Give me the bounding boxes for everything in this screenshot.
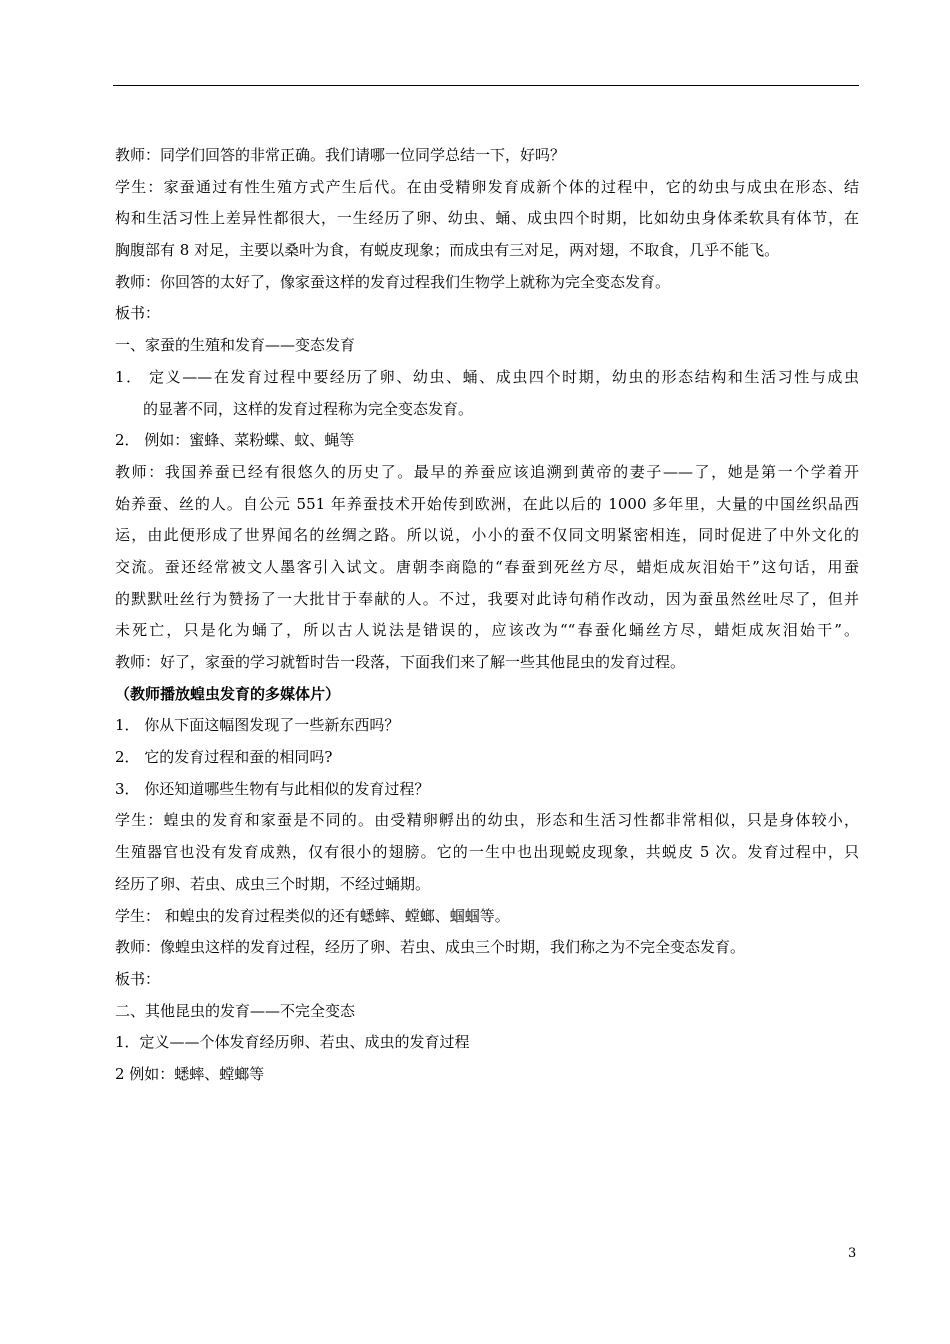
- text-line: 板书：: [115, 304, 161, 323]
- text-line: 胸腹部有 8 对足，主要以桑叶为食，有蜕皮现象；而成虫有三对足，两对翅，不取食，几乎不能飞。: [115, 241, 780, 260]
- text-line: 教师：好了，家蚕的学习就暂时告一段落，下面我们来了解一些其他昆虫的发育过程。: [115, 653, 686, 671]
- text-line: 生殖器官也没有发育成熟，仅有很小的翅膀。它的一生中也出现蜕皮现象，共蜕皮 5 次。发育过程中，只: [115, 843, 859, 862]
- text-line: 运，由此便形成了世界闻名的丝绸之路。所以说，小小的蚕不仅同文明紧密相连，同时促进了中外文化的: [115, 526, 859, 545]
- text-line: 构和生活习性上差异性都很大，一生经历了卵、幼虫、蛹、成虫四个时期，比如幼虫身体柔软具有体节，在: [115, 209, 859, 228]
- text-line: 教师：我国养蚕已经有很悠久的历史了。最早的养蚕应该追溯到黄帝的妻子——了，她是第一个学着开: [115, 462, 859, 481]
- list-item: 3． 你还知道哪些生物有与此相似的发育过程？: [115, 779, 430, 798]
- document-body: [115, 140, 859, 1091]
- text-line: 的显著不同，这样的发育过程称为完全变态发育。: [143, 399, 474, 418]
- list-item: 2 例如：蟋蟀、螳螂等: [115, 1064, 265, 1083]
- text-line: 学生：家蚕通过有性生殖方式产生后代。在由受精卵发育成新个体的过程中，它的幼虫与成虫在形态、结: [115, 177, 859, 196]
- text-line: 始养蚕、丝的人。自公元 551 年养蚕技术开始传到欧洲，在此以后的 1000 多年里，大量的中国丝织品西: [115, 494, 859, 513]
- text-line: 未死亡，只是化为蛹了，所以古人说法是错误的，应该改为““春蚕化蛹丝方尽，蜡炬成灰泪始干”。: [115, 621, 859, 640]
- text-line: 学生：蝗虫的发育和家蚕是不同的。由受精卵孵出的幼虫，形态和生活习性都非常相似，只是身体较小，: [115, 811, 859, 830]
- text-line: 学生： 和蝗虫的发育过程类似的还有蟋蟀、螳螂、蝈蝈等。: [115, 906, 510, 925]
- page-number: 3: [848, 1246, 857, 1261]
- section-heading: 二、其他昆虫的发育——不完全变态: [115, 1001, 356, 1020]
- list-item: 1． 你从下面这幅图发现了一些新东西吗？: [115, 716, 400, 735]
- list-item: 1．定义——个体发育经历卵、若虫、成虫的发育过程: [115, 1033, 470, 1052]
- list-item: 2． 它的发育过程和蚕的相同吗?: [115, 748, 333, 767]
- text-line: 教师：像蝗虫这样的发育过程，经历了卵、若虫、成虫三个时期，我们称之为不完全变态发育。: [115, 938, 746, 957]
- text-line: 教师：你回答的太好了，像家蚕这样的发育过程我们生物学上就称为完全变态发育。: [115, 272, 671, 291]
- list-item: 2． 例如：蜜蜂、菜粉蝶、蚊、蝇等: [115, 431, 355, 450]
- text-line: 经历了卵、若虫、成虫三个时期，不经过蛹期。: [115, 874, 431, 893]
- section-heading: 一、家蚕的生殖和发育——变态发育: [115, 336, 356, 355]
- text-line: 教师：同学们回答的非常正确。我们请哪一位同学总结一下，好吗？: [115, 146, 566, 164]
- text-line: 交流。蚕还经常被文人墨客引入试文。唐朝李商隐的“春蚕到死丝方尽，蜡炬成灰泪始干”这句话，用蚕: [115, 557, 859, 576]
- text-line: 的默默吐丝行为赞扬了一大批甘于奉献的人。不过，我要对此诗句稍作改动，因为蚕虽然丝吐尽了，但并: [115, 589, 859, 608]
- text-line: 板书：: [115, 969, 161, 988]
- bold-note: （教师播放蝗虫发育的多媒体片）: [115, 684, 341, 703]
- header-rule: [113, 85, 859, 86]
- list-item: 1． 定义——在发育过程中要经历了卵、幼虫、蛹、成虫四个时期，幼虫的形态结构和生活习性与成虫: [115, 367, 859, 386]
